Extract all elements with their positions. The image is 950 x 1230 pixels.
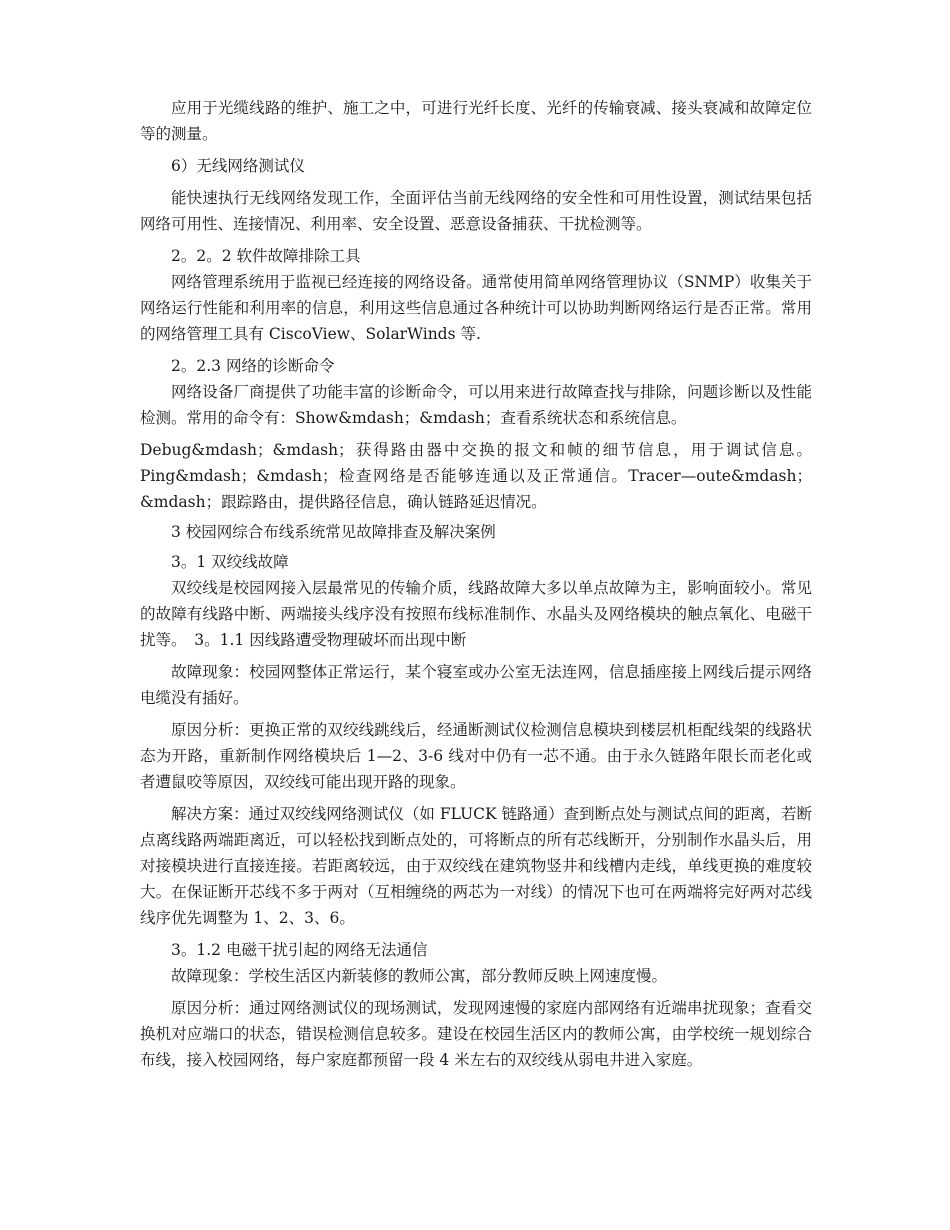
body-paragraph-3: 网络管理系统用于监视已经连接的网络设备。通常使用简单网络管理协议（SNMP）收集关于网络运行性能和利用率的信息，利用这些信息通过各种统计可以协助判断网络运行是否正常。常用的网络管理工具有 CiscoView、SolarWinds 等. — [140, 273, 812, 343]
body-paragraph-9: 解决方案：通过双绞线网络测试仪（如 FLUCK 链路通）查到断点处与测试点间的距离，若断点离线路两端距离近，可以轻松找到断点处的，可将断点的所有芯线断开，分别制作水晶头后，用对接模块进行直接连接。若距离较远，由于双绞线在建筑物竖井和线槽内走线，单线更换的难度较大。在保证断开芯线不多于两对（互相缠绕的两芯为一对线）的情况下也可在两端将完好两对芯线线序优先调整为 1、2、3、6。 — [140, 805, 812, 927]
document-page — [140, 95, 812, 1073]
body-paragraph-10: 故障现象：学校生活区内新装修的教师公寓，部分教师反映上网速度慢。 — [171, 967, 668, 985]
section-heading-3: 3 校园网综合布线系统常见故障排查及解决案例 — [171, 523, 496, 541]
body-paragraph-6: 双绞线是校园网接入层最常见的传输介质，线路故障大多以单点故障为主，影响面较小。常见的故障有线路中断、两端接头线序没有按照布线标准制作、水晶头及网络模块的触点氧化、电磁干扰等。 3。1.1 因线路遭受物理破坏而出现中断 — [140, 579, 812, 649]
body-paragraph-4: 网络设备厂商提供了功能丰富的诊断命令，可以用来进行故障查找与排除，问题诊断以及性能检测。常用的命令有：Show&mdash；&mdash；查看系统状态和系统信息。 — [140, 383, 812, 427]
section-heading-3-1-2: 3。1.2 电磁干扰引起的网络无法通信 — [171, 941, 428, 959]
subheading-wireless-tester: 6）无线网络测试仪 — [171, 157, 305, 175]
body-paragraph-11: 原因分析：通过网络测试仪的现场测试，发现网速慢的家庭内部网络有近端串扰现象；查看交换机对应端口的状态，错误检测信息较多。建设在校园生活区内的教师公寓，由学校统一规划综合布线，接入校园网络，每户家庭都预留一段 4 米左右的双绞线从弱电井进入家庭。 — [140, 999, 812, 1069]
section-heading-2-2-2: 2。2。2 软件故障排除工具 — [171, 247, 361, 265]
body-paragraph-1: 应用于光缆线路的维护、施工之中，可进行光纤长度、光纤的传输衰减、接头衰减和故障定位等的测量。 — [140, 99, 812, 143]
body-paragraph-5: Debug&mdash；&mdash；获得路由器中交换的报文和帧的细节信息，用于调试信息。Ping&mdash；&mdash；检查网络是否能够连通以及正常通信。Tracer—oute&mdash；&mdash；跟踪路由，提供路径信息，确认链路延迟情况。 — [140, 441, 812, 511]
section-heading-2-2-3: 2。2.3 网络的诊断命令 — [171, 357, 335, 375]
body-paragraph-8: 原因分析：更换正常的双绞线跳线后，经通断测试仪检测信息模块到楼层机柜配线架的线路状态为开路，重新制作网络模块后 1—2、3-6 线对中仍有一芯不通。由于永久链路年限长而老化或者遭鼠咬等原因，双绞线可能出现开路的现象。 — [140, 721, 812, 791]
section-heading-3-1: 3。1 双绞线故障 — [171, 553, 289, 571]
body-paragraph-7: 故障现象：校园网整体正常运行，某个寝室或办公室无法连网，信息插座接上网线后提示网络电缆没有插好。 — [140, 663, 812, 707]
body-paragraph-2: 能快速执行无线网络发现工作，全面评估当前无线网络的安全性和可用性设置，测试结果包括网络可用性、连接情况、利用率、安全设置、恶意设备捕获、干扰检测等。 — [140, 189, 812, 233]
